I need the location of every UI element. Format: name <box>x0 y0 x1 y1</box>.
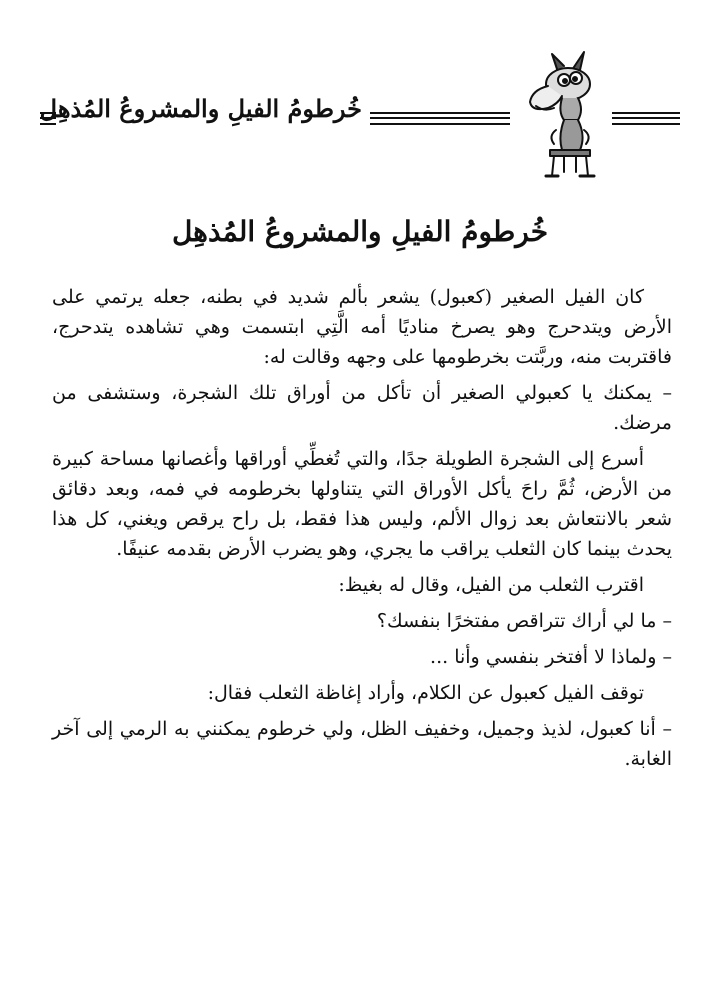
paragraph: توقف الفيل كعبول عن الكلام، وأراد إغاظة الثعلب فقال: <box>207 682 644 704</box>
dialogue-line: – ما لي أراك تتراقص مفتخرًا بنفسك؟ <box>376 610 672 632</box>
donkey-cartoon-icon <box>518 50 608 180</box>
dialogue-line: – أنا كعبول، لذيذ وجميل، وخفيف الظل، ولي خرطوم يمكنني به الرمي إلى آخر الغابة. <box>52 718 672 770</box>
paragraph: أسرع إلى الشجرة الطويلة جدًا، والتي تُغطِّي أوراقها وأغصانها مساحة كبيرة من الأرض، ثُمَّ راحَ يأكل الأوراق التي يتناولها بخرطومه في فمه، وبعد دقائق شعر بالانتعاش بعد زوال الألم، وليس هذا فقط، بل راح يرقص ويغني، كل هذا يحدث بينما كان الثعلب يراقب ما يجري، وهو يضرب الأرض بقدمه عنيفًا. <box>52 448 672 560</box>
page-header <box>40 50 680 180</box>
dialogue-line: – ولماذا لا أفتخر بنفسي وأنا ... <box>430 646 672 668</box>
header-rule-middle <box>370 112 510 125</box>
header-rule-right <box>612 112 680 125</box>
paragraph: كان الفيل الصغير (كعبول) يشعر بألم شديد في بطنه، جعله يرتمي على الأرض ويتدحرج وهو يصرخ مناديًا أمه الَّتِي ابتسمت وهي تشاهده يتدحرج، فاقتربت منه، وربَّتت بخرطومها على وجهه وقالت له: <box>52 286 672 368</box>
paragraph: اقترب الثعلب من الفيل، وقال له بغيظ: <box>338 574 644 596</box>
dialogue-line: – يمكنك يا كعبولي الصغير أن تأكل من أوراق تلك الشجرة، وستشفى من مرضك. <box>52 382 672 434</box>
story-title: خُرطومُ الفيلِ والمشروعُ المُذهِل <box>171 215 549 248</box>
story-body <box>52 282 672 780</box>
header-title: خُرطومُ الفيلِ والمشروعُ المُذهِل <box>39 94 362 123</box>
